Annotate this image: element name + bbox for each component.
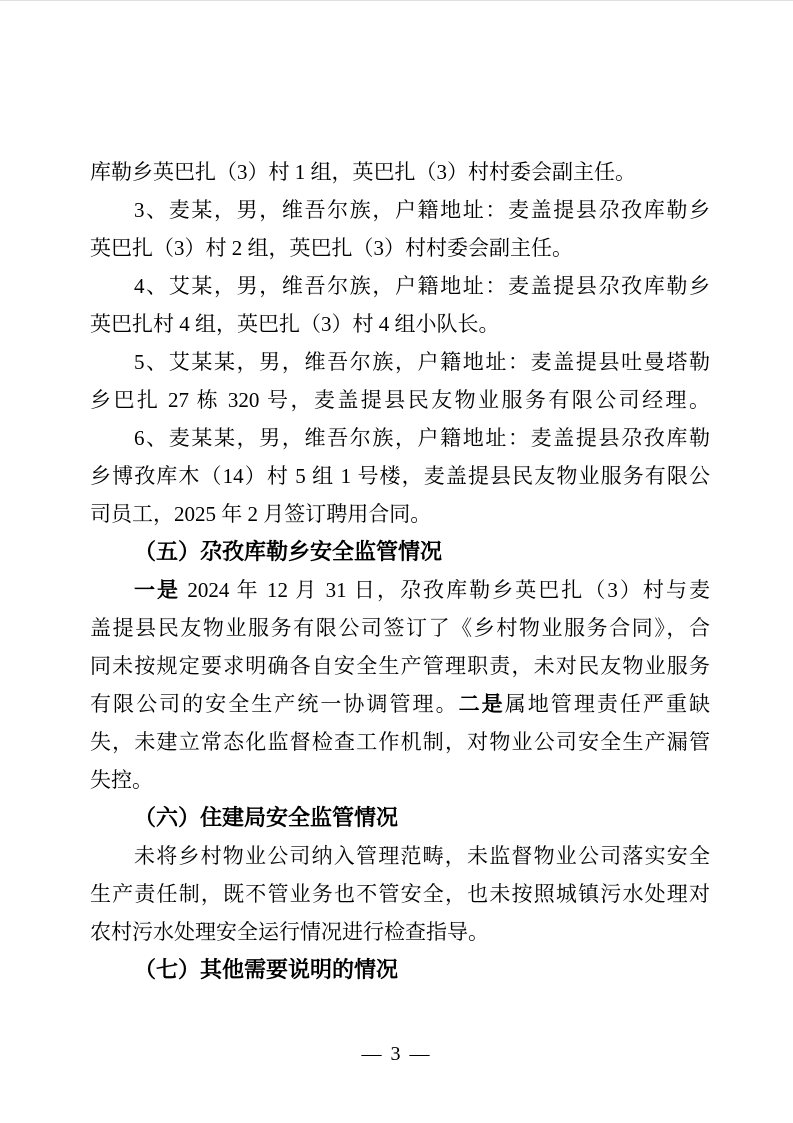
text-run: 司员工，2025 年 2 月签订聘用合同。	[90, 502, 432, 526]
document-line	[90, 267, 710, 305]
text-run: 未将乡村物业公司纳入管理范畴，未监督物业公司落实安全	[134, 844, 710, 868]
text-run: 属地管理责任严重缺	[504, 692, 710, 716]
document-line	[90, 153, 710, 191]
text-run: 4、艾某，男，维吾尔族，户籍地址：麦盖提县尕孜库勒乡	[134, 274, 710, 298]
document-line	[90, 647, 710, 685]
page-number: — 3 —	[361, 1043, 432, 1065]
text-run: 一是	[134, 578, 181, 602]
document-line	[90, 305, 710, 343]
text-run: 5、艾某某，男，维吾尔族，户籍地址：麦盖提县吐曼塔勒	[134, 350, 710, 374]
document-body	[90, 153, 710, 989]
document-line	[90, 685, 710, 723]
document-line	[90, 343, 710, 381]
document-line	[90, 229, 710, 267]
document-line	[90, 761, 710, 799]
document-line	[90, 913, 710, 951]
document-line	[90, 457, 710, 495]
section-heading	[90, 799, 710, 837]
text-run: 乡博孜库木（14）村 5 组 1 号楼，麦盖提县民友物业服务有限公	[90, 464, 710, 488]
text-run: 库勒乡英巴扎（3）村 1 组，英巴扎（3）村村委会副主任。	[90, 160, 636, 184]
text-run: 3、麦某，男，维吾尔族，户籍地址：麦盖提县尕孜库勒乡	[134, 198, 710, 222]
text-run: （七）其他需要说明的情况	[134, 957, 399, 982]
document-line	[90, 875, 710, 913]
text-run: （六）住建局安全监管情况	[134, 805, 399, 830]
text-run: 二是	[458, 692, 505, 716]
document-line	[90, 723, 710, 761]
text-run: 同未按规定要求明确各自安全生产管理职责，未对民友物业服务	[90, 654, 710, 678]
text-run: 英巴扎（3）村 2 组，英巴扎（3）村村委会副主任。	[90, 236, 573, 260]
section-heading	[90, 533, 710, 571]
document-line	[90, 419, 710, 457]
text-run: 有限公司的安全生产统一协调管理。	[90, 692, 459, 716]
text-run: 2024 年 12 月 31 日，尕孜库勒乡英巴扎（3）村与麦	[180, 578, 710, 602]
document-line	[90, 381, 710, 419]
text-run: （五）尕孜库勒乡安全监管情况	[134, 539, 443, 564]
text-run: 英巴扎村 4 组，英巴扎（3）村 4 组小队长。	[90, 312, 500, 336]
text-run: 农村污水处理安全运行情况进行检查指导。	[90, 920, 489, 944]
text-run: 乡巴扎 27 栋 320 号，麦盖提县民友物业服务有限公司经理。	[90, 388, 710, 412]
text-run: 生产责任制，既不管业务也不管安全，也未按照城镇污水处理对	[90, 882, 710, 906]
text-run: 失控。	[90, 768, 153, 792]
text-run: 失，未建立常态化监督检查工作机制，对物业公司安全生产漏管	[90, 730, 710, 754]
text-run: 盖提县民友物业服务有限公司签订了《乡村物业服务合同》，合	[90, 616, 710, 640]
text-run: 6、麦某某，男，维吾尔族，户籍地址：麦盖提县尕孜库勒	[134, 426, 710, 450]
document-line	[90, 571, 710, 609]
document-line	[90, 609, 710, 647]
document-line	[90, 837, 710, 875]
document-line	[90, 191, 710, 229]
document-line	[90, 495, 710, 533]
section-heading	[90, 951, 710, 989]
